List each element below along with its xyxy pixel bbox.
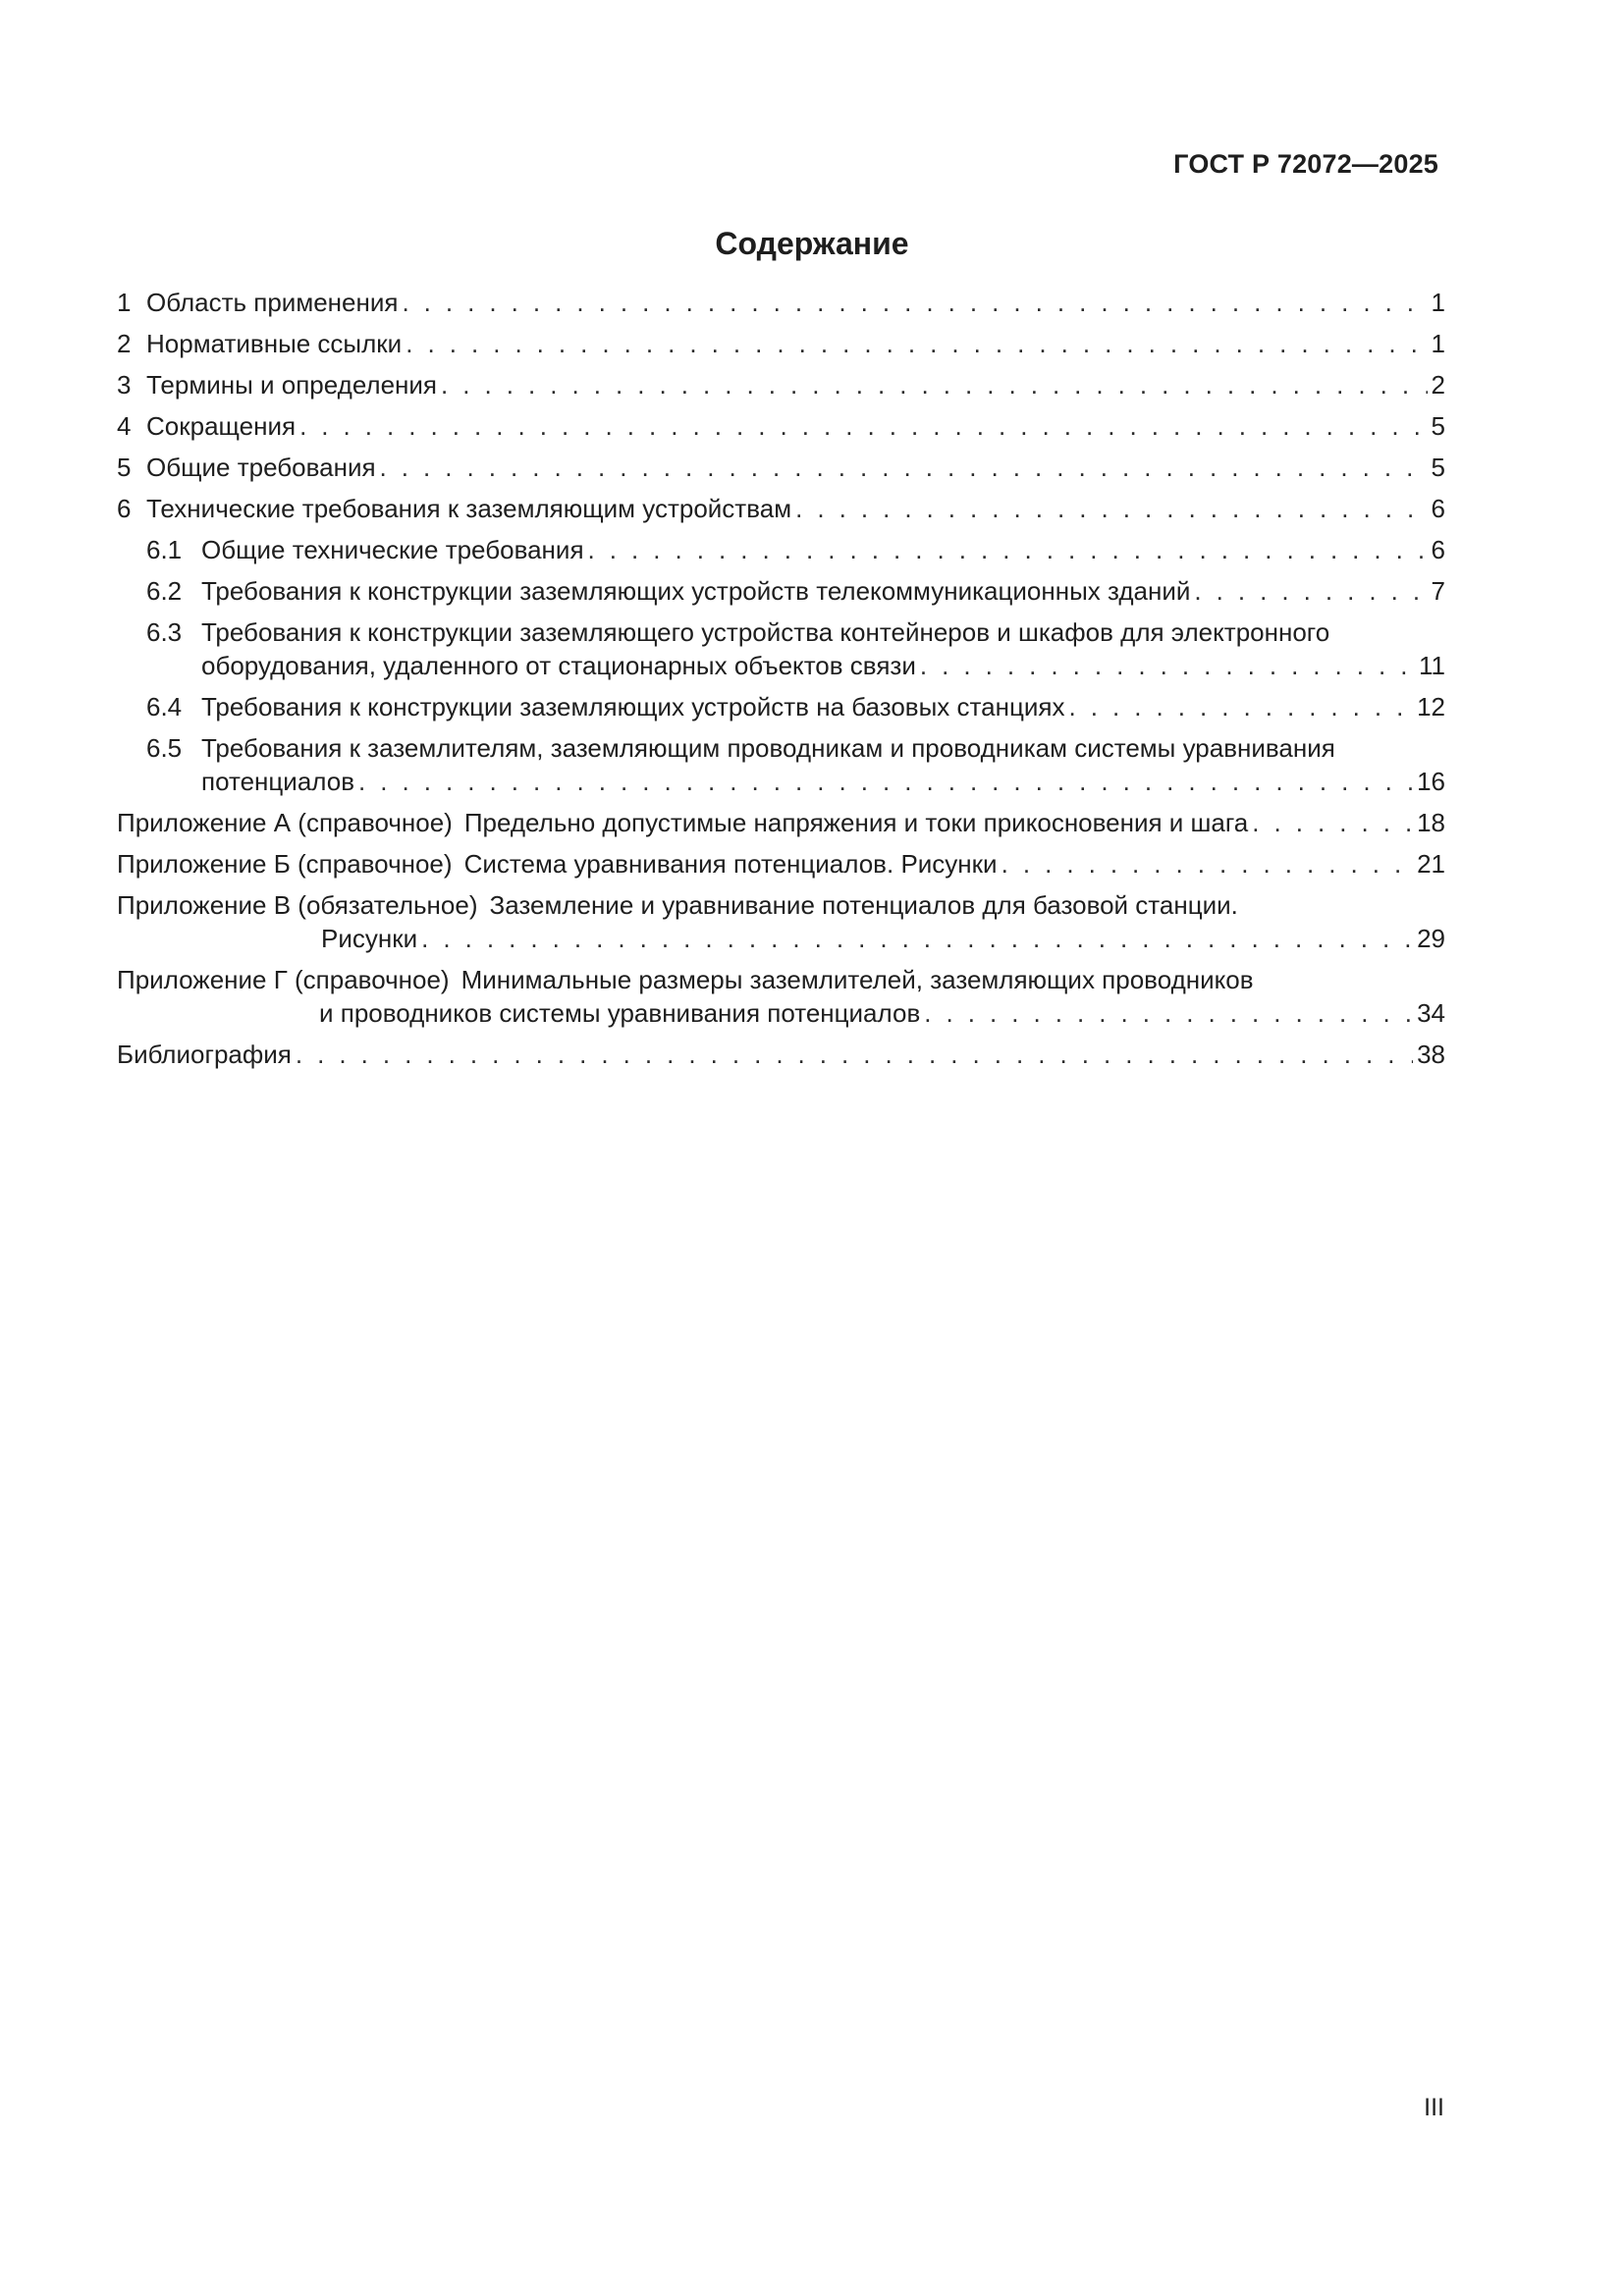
toc-item-number: 6.3 — [146, 617, 183, 647]
annex-page: 18 — [1417, 808, 1445, 837]
toc-item-number: 2 — [117, 329, 132, 358]
toc-item-text-continued: оборудования, удаленного от стационарных объектов связи — [201, 651, 916, 680]
toc-item-text: Область применения — [146, 288, 399, 317]
toc-item-text: Требования к конструкции заземляющих устройств телекоммуникационных зданий — [201, 576, 1191, 606]
toc-item-4[interactable] — [117, 409, 1445, 443]
toc-item-5[interactable] — [117, 451, 1445, 484]
toc-item-page: 5 — [1431, 411, 1445, 441]
annex-label: Приложение А (справочное) — [117, 808, 453, 837]
toc-item-page: 12 — [1417, 692, 1445, 721]
leader-dots — [380, 451, 1428, 484]
toc-item-number: 6.5 — [146, 733, 183, 763]
toc-item-6-2[interactable] — [117, 574, 1445, 608]
annex-title: Предельно допустимые напряжения и токи прикосновения и шага — [463, 808, 1249, 837]
toc-item-text-continued: потенциалов — [201, 767, 355, 796]
toc-item-number: 5 — [117, 453, 132, 482]
toc-item-6-4[interactable] — [117, 690, 1445, 723]
leader-dots — [402, 286, 1427, 319]
annex-title: Система уравнивания потенциалов. Рисунки — [463, 849, 998, 879]
toc-annex-g[interactable] — [117, 963, 1445, 1030]
annex-label: Приложение Г (справочное) — [117, 965, 450, 994]
bibliography-page: 38 — [1417, 1040, 1445, 1069]
leader-dots — [1001, 847, 1414, 881]
toc-item-6-3[interactable] — [117, 615, 1445, 682]
toc-annex-a[interactable] — [117, 806, 1445, 839]
annex-page: 34 — [1417, 998, 1445, 1028]
bibliography-label: Библиография — [117, 1040, 292, 1069]
toc-item-text: Требования к конструкции заземляющих устройств на базовых станциях — [201, 692, 1065, 721]
leader-dots — [441, 368, 1428, 401]
toc-item-text: Термины и определения — [146, 370, 438, 400]
toc-item-text: Нормативные ссылки — [146, 329, 403, 358]
leader-dots — [588, 533, 1428, 566]
leader-dots — [920, 649, 1415, 682]
toc-item-page: 2 — [1431, 370, 1445, 400]
toc-item-page: 6 — [1431, 535, 1445, 564]
toc-item-text: Требования к конструкции заземляющего устройства контейнеров и шкафов для электронного — [201, 617, 1330, 647]
toc-item-6-5[interactable] — [117, 731, 1445, 798]
toc-bibliography[interactable] — [117, 1038, 1445, 1071]
leader-dots — [795, 492, 1427, 525]
leader-dots — [421, 922, 1413, 955]
leader-dots — [296, 1038, 1413, 1071]
toc-item-text: Технические требования к заземляющим устройствам — [146, 494, 792, 523]
toc-annex-b[interactable] — [117, 847, 1445, 881]
leader-dots — [1194, 574, 1427, 608]
leader-dots — [299, 409, 1427, 443]
toc-item-2[interactable] — [117, 327, 1445, 360]
leader-dots — [406, 327, 1427, 360]
toc-item-page: 5 — [1431, 453, 1445, 482]
toc-item-number: 6.2 — [146, 576, 183, 606]
toc-item-text: Требования к заземлителям, заземляющим проводникам и проводникам системы уравнивания — [201, 733, 1335, 763]
toc-item-number: 6.1 — [146, 535, 183, 564]
toc-item-page: 7 — [1431, 576, 1445, 606]
toc-item-6-1[interactable] — [117, 533, 1445, 566]
toc-item-number: 4 — [117, 411, 132, 441]
toc-item-number: 1 — [117, 288, 132, 317]
toc-item-text: Общие требования — [146, 453, 376, 482]
annex-page: 29 — [1417, 924, 1445, 953]
leader-dots — [924, 996, 1413, 1030]
annex-page: 21 — [1417, 849, 1445, 879]
page-number: III — [1424, 2094, 1444, 2121]
toc-item-number: 3 — [117, 370, 132, 400]
annex-title-continued: Рисунки — [321, 924, 418, 953]
table-of-contents — [117, 286, 1445, 1071]
leader-dots — [1068, 690, 1413, 723]
annex-label: Приложение В (обязательное) — [117, 890, 478, 920]
toc-item-text: Сокращения — [146, 411, 297, 441]
annex-title-continued: и проводников системы уравнивания потенциалов — [319, 998, 921, 1028]
leader-dots — [1252, 806, 1413, 839]
toc-annex-v[interactable] — [117, 888, 1445, 955]
annex-title: Заземление и уравнивание потенциалов для базовой станции. — [489, 890, 1238, 920]
toc-item-number: 6.4 — [146, 692, 183, 721]
toc-title: Содержание — [715, 226, 909, 261]
toc-item-page: 1 — [1431, 288, 1445, 317]
toc-item-number: 6 — [117, 494, 132, 523]
toc-item-1[interactable] — [117, 286, 1445, 319]
toc-item-text: Общие технические требования — [201, 535, 584, 564]
toc-item-3[interactable] — [117, 368, 1445, 401]
toc-item-page: 16 — [1417, 767, 1445, 796]
toc-item-page: 1 — [1431, 329, 1445, 358]
annex-title: Минимальные размеры заземлителей, заземляющих проводников — [460, 965, 1254, 994]
annex-label: Приложение Б (справочное) — [117, 849, 453, 879]
document-code: ГОСТ Р 72072—2025 — [1173, 149, 1438, 179]
leader-dots — [358, 765, 1413, 798]
toc-item-6[interactable] — [117, 492, 1445, 525]
toc-item-page: 11 — [1419, 651, 1445, 680]
toc-item-page: 6 — [1431, 494, 1445, 523]
